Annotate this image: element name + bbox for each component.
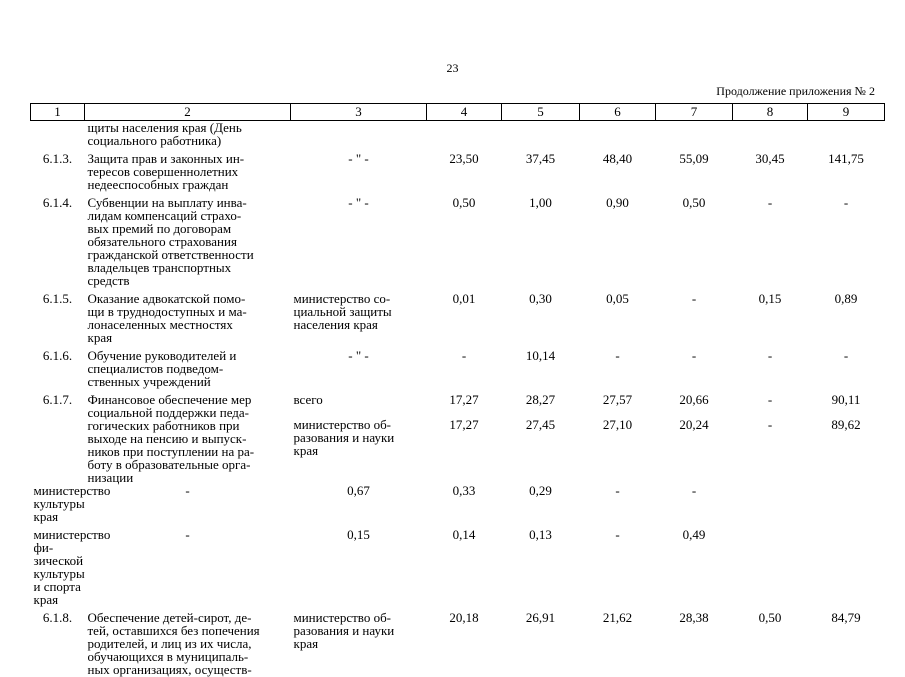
table-header-row <box>31 104 885 121</box>
value-cell: 1,00 <box>529 195 552 210</box>
value-cell: - <box>691 348 697 363</box>
description-line: средств <box>87 273 130 288</box>
value-cell: 90,11 <box>831 392 861 407</box>
value-cell: - <box>767 348 773 363</box>
table-row <box>31 152 885 191</box>
value-cell: 37,45 <box>525 151 556 166</box>
table-row <box>31 196 885 287</box>
description-line: края <box>87 330 113 345</box>
executor-line: министерство <box>33 483 111 498</box>
value-cell: 27,10 <box>602 417 633 433</box>
description-line: социальной поддержки педа- <box>87 405 250 420</box>
page-number: 23 <box>446 61 459 75</box>
description-line: Субвенции на выплату инва- <box>87 195 247 210</box>
value-cell: 20,66 <box>679 392 709 407</box>
row-description <box>85 196 291 287</box>
executor-line: - " - <box>348 348 369 363</box>
description-line: лонаселенных местностях <box>87 317 233 332</box>
value-cell: 30,45 <box>755 151 785 166</box>
value-cell: - <box>615 348 620 363</box>
row-description <box>85 349 291 388</box>
description-line: вых премий по договорам <box>87 221 232 236</box>
header-cell: 4 <box>427 104 502 121</box>
value-cell: 0,33 <box>452 483 476 498</box>
row-executor <box>291 349 427 388</box>
row-executor <box>291 393 427 413</box>
row-description <box>85 292 291 344</box>
description-line: лидам компенсаций страхо- <box>87 208 242 223</box>
table-body <box>31 121 885 677</box>
value-cell: - <box>767 195 773 210</box>
value-cell: 0,15 <box>347 527 370 542</box>
row-executor <box>31 483 111 524</box>
value-cell: 27,57 <box>602 392 633 407</box>
executor-line: зической культуры <box>33 553 85 581</box>
row-number: 6.1.4. <box>42 195 73 210</box>
description-line: Защита прав и законных ин- <box>87 151 245 166</box>
value-cell: 17,27 <box>449 417 479 433</box>
row-number <box>31 121 85 148</box>
row-executor <box>291 196 427 287</box>
row-number: 6.1.3. <box>42 151 73 166</box>
description-line: боту в образовательные орга- <box>87 457 251 472</box>
row-number: 6.1.5. <box>42 291 73 306</box>
description-line: ственных учреждений <box>87 374 211 389</box>
value-cell: - <box>691 483 697 498</box>
value-cell: 0,50 <box>758 610 782 625</box>
continued-row <box>31 121 885 148</box>
value-cell: 0,13 <box>529 527 552 542</box>
value-cell: - <box>843 348 849 363</box>
executor-line: циальной защиты <box>293 304 392 319</box>
executor-line: края <box>293 636 319 651</box>
value-cell: 28,27 <box>525 392 556 407</box>
executor-line: культуры края <box>33 496 85 524</box>
value-cell: 28,38 <box>679 610 709 625</box>
row-number: 6.1.7. <box>42 392 73 407</box>
value-cell <box>656 121 733 148</box>
value-cell: 0,67 <box>347 483 370 498</box>
header-cell: 3 <box>291 104 427 121</box>
value-cell <box>808 121 885 148</box>
value-cell: 55,09 <box>679 151 709 166</box>
description-line: выходе на пенсию и выпуск- <box>87 431 247 446</box>
executor-line: - " - <box>348 195 369 210</box>
value-cell <box>427 121 502 148</box>
description-line: обучающихся в муниципаль- <box>87 649 249 664</box>
header-cell: 1 <box>31 104 85 121</box>
header-cell: 8 <box>733 104 808 121</box>
row-executor <box>31 527 111 607</box>
executor-line: и спорта края <box>33 579 81 607</box>
value-cell: 0,30 <box>529 291 552 306</box>
value-cell: - <box>843 195 849 210</box>
value-cell: - <box>615 527 620 542</box>
description-line: тересов совершеннолетних <box>87 164 239 179</box>
executor-line: - " - <box>348 151 369 166</box>
row-executor <box>291 121 427 148</box>
value-cell <box>580 121 656 148</box>
row-description <box>85 152 291 191</box>
value-cell: 0,49 <box>682 527 706 542</box>
header-cell: 6 <box>580 104 656 121</box>
value-cell: - <box>767 417 773 433</box>
description-line: низации <box>87 470 134 485</box>
table-row <box>31 393 885 413</box>
value-cell <box>502 121 580 148</box>
value-cell: 0,89 <box>834 291 858 306</box>
value-cell: - <box>185 527 190 542</box>
row-executor <box>291 418 427 479</box>
value-cell: - <box>461 348 467 363</box>
executor-line: министерство об- <box>293 610 392 625</box>
description-line: Оказание адвокатской помо- <box>87 291 246 306</box>
value-cell: 0,05 <box>606 291 629 306</box>
row-number: 6.1.8. <box>42 610 73 625</box>
value-cell: - <box>185 483 190 498</box>
value-cell: 0,15 <box>758 291 782 306</box>
description-line: специалистов подведом- <box>87 361 224 376</box>
value-cell: 23,50 <box>449 151 479 166</box>
table-row <box>31 349 885 388</box>
header-cell: 7 <box>656 104 733 121</box>
value-cell: - <box>615 483 620 498</box>
appendix-continuation-label: Продолжение приложения № 2 <box>716 84 875 98</box>
executor-line: населения края <box>293 317 378 332</box>
value-cell: - <box>767 392 773 407</box>
description-line: владельцев транспортных <box>87 260 232 275</box>
value-cell: 141,75 <box>828 151 864 166</box>
table-row <box>31 611 885 676</box>
value-cell: 27,45 <box>525 417 556 433</box>
executor-line: министерство со- <box>293 291 391 306</box>
value-cell: 20,18 <box>449 610 479 625</box>
value-cell: 0,29 <box>529 483 552 498</box>
description-line: щиты населения края (День <box>87 120 242 135</box>
value-cell: 21,62 <box>602 610 633 625</box>
row-executor <box>291 152 427 191</box>
table-row <box>31 292 885 344</box>
description-line: социального работника) <box>87 133 222 148</box>
description-line: Финансовое обеспечение мер <box>87 392 252 407</box>
executor-line: министерство фи- <box>33 527 111 555</box>
table-row <box>31 528 885 606</box>
header-cell: 5 <box>502 104 580 121</box>
description-line: щи в труднодоступных и ма- <box>87 304 247 319</box>
row-executor <box>291 611 427 676</box>
description-line: Обучение руководителей и <box>87 348 237 363</box>
description-line: Обеспечение детей-сирот, де- <box>87 610 252 625</box>
value-cell: - <box>691 291 697 306</box>
value-cell: 0,01 <box>452 291 476 306</box>
value-cell: 84,79 <box>831 610 861 625</box>
header-cell: 2 <box>85 104 291 121</box>
row-number: 6.1.6. <box>42 348 73 363</box>
table-row <box>31 484 885 523</box>
value-cell: 20,24 <box>679 417 709 433</box>
description-line: родителей, и лиц из их числа, <box>87 636 252 651</box>
row-description <box>85 121 291 148</box>
value-cell: 0,90 <box>606 195 629 210</box>
description-line: недееспособных граждан <box>87 177 229 192</box>
value-cell: 0,50 <box>682 195 706 210</box>
row-description <box>85 393 291 484</box>
value-cell: 10,14 <box>525 348 556 363</box>
executor-line: края <box>293 443 319 459</box>
executor-line: разования и науки <box>293 430 395 446</box>
value-cell: 26,91 <box>525 610 556 625</box>
value-cell: 0,14 <box>452 527 476 542</box>
value-cell: 0,50 <box>452 195 476 210</box>
description-line: тей, оставшихся без попечения <box>87 623 260 638</box>
value-cell <box>733 121 808 148</box>
executor-line: министерство об- <box>293 417 392 433</box>
description-line: гогических работников при <box>87 418 240 433</box>
row-description <box>85 611 291 676</box>
description-line: обязательного страхования <box>87 234 237 249</box>
description-line: гражданской ответственности <box>87 247 254 262</box>
value-cell: 17,27 <box>449 392 479 407</box>
executor-line: всего <box>293 392 323 407</box>
budget-table <box>30 103 885 676</box>
executor-line: разования и науки <box>293 623 395 638</box>
value-cell: 89,62 <box>831 417 861 433</box>
header-cell: 9 <box>808 104 885 121</box>
description-line: ных организациях, осуществ- <box>87 662 252 677</box>
description-line: ников при поступлении на ра- <box>87 444 255 459</box>
row-executor <box>291 292 427 344</box>
value-cell: 48,40 <box>602 151 633 166</box>
